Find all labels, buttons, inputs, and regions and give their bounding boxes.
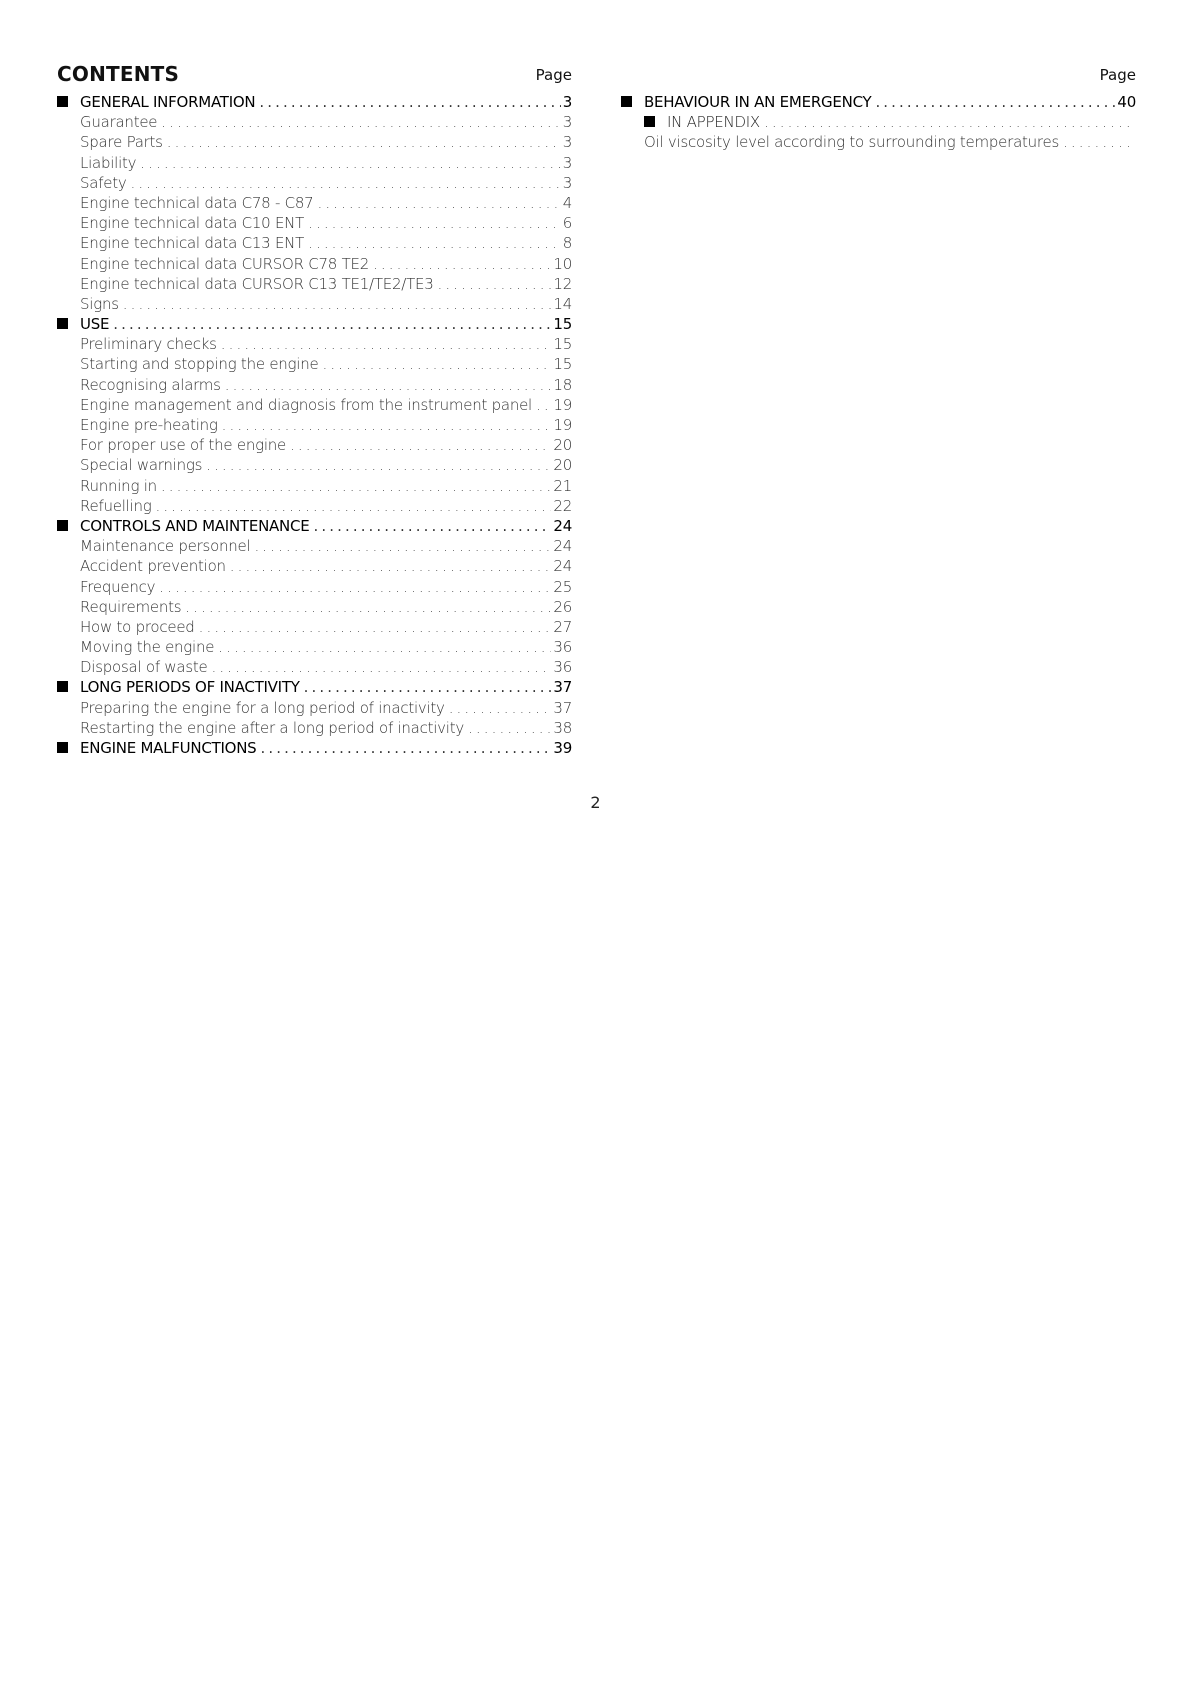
toc-entry bbox=[57, 173, 572, 193]
toc-entry-page: 37 bbox=[553, 698, 572, 717]
toc-entry-page: 20 bbox=[553, 456, 572, 475]
leader-dots bbox=[322, 354, 551, 374]
toc-entry-page: 36 bbox=[553, 638, 572, 657]
toc-entry bbox=[57, 294, 572, 314]
leader-dots bbox=[438, 274, 552, 294]
toc-entry-label: How to proceed bbox=[80, 617, 195, 636]
toc-entry-page: 22 bbox=[553, 496, 572, 515]
leader-dots bbox=[308, 233, 561, 253]
toc-entry bbox=[57, 617, 572, 637]
toc-entry bbox=[57, 153, 572, 173]
toc-header-right bbox=[621, 62, 1136, 92]
leader-dots bbox=[225, 375, 552, 395]
toc-section-entry bbox=[57, 314, 572, 334]
leader-dots bbox=[259, 92, 560, 112]
toc-entry-label: Engine technical data CURSOR C13 TE1/TE2/TE3 bbox=[80, 274, 434, 293]
toc-entry-page: 20 bbox=[553, 436, 572, 455]
leader-dots bbox=[254, 536, 551, 556]
leader-dots bbox=[212, 657, 552, 677]
toc-entry bbox=[57, 274, 572, 294]
toc-entry bbox=[57, 556, 572, 576]
leader-dots bbox=[130, 173, 560, 193]
toc-entry-page: 3 bbox=[562, 173, 572, 192]
toc-entry-label: GENERAL INFORMATION bbox=[80, 93, 256, 111]
toc-section-entry bbox=[57, 516, 572, 536]
toc-entry-page: 24 bbox=[553, 516, 572, 535]
toc-entry-label: CONTROLS AND MAINTENANCE bbox=[80, 516, 310, 535]
toc-entry-page: 38 bbox=[553, 718, 572, 737]
toc-list bbox=[57, 92, 572, 758]
toc-entry-page: 14 bbox=[553, 294, 572, 313]
leader-dots bbox=[123, 294, 552, 314]
toc-entry bbox=[57, 395, 572, 415]
toc-header bbox=[57, 62, 572, 92]
leader-dots bbox=[206, 455, 551, 475]
leader-dots bbox=[156, 496, 552, 516]
toc-entry bbox=[57, 536, 572, 556]
toc-entry-label: Accident prevention bbox=[80, 557, 226, 576]
leader-dots bbox=[113, 314, 551, 334]
leader-dots bbox=[317, 193, 560, 213]
toc-entry-label: ENGINE MALFUNCTIONS bbox=[80, 739, 257, 757]
leader-dots bbox=[449, 698, 552, 718]
leader-dots bbox=[260, 738, 551, 758]
toc-entry-page: 15 bbox=[553, 335, 572, 354]
toc-entry-label: Spare Parts bbox=[80, 133, 163, 152]
toc-entry bbox=[57, 334, 572, 354]
toc-entry-label: For proper use of the engine bbox=[80, 436, 286, 455]
toc-entry-label: Engine technical data C78 - C87 bbox=[80, 193, 314, 212]
toc-entry-page: 26 bbox=[553, 597, 572, 616]
square-bullet-icon bbox=[57, 742, 68, 753]
toc-entry-page: 3 bbox=[562, 113, 572, 132]
toc-entry-label: Guarantee bbox=[80, 113, 158, 132]
toc-entry-page: 6 bbox=[562, 214, 572, 233]
leader-dots bbox=[185, 597, 551, 617]
toc-section-entry bbox=[57, 738, 572, 758]
toc-entry-page: 37 bbox=[553, 678, 572, 697]
toc-entry-label: Starting and stopping the engine bbox=[80, 355, 319, 374]
leader-dots bbox=[536, 395, 551, 415]
leader-dots bbox=[468, 718, 551, 738]
square-bullet-icon bbox=[621, 96, 632, 107]
toc-section-entry bbox=[621, 112, 1136, 132]
leader-dots bbox=[140, 153, 560, 173]
toc-entry-page: 25 bbox=[553, 577, 572, 596]
toc-entry bbox=[57, 496, 572, 516]
toc-entry-page: 27 bbox=[553, 617, 572, 636]
toc-entry-label: USE bbox=[80, 315, 110, 334]
toc-entry-label: IN APPENDIX bbox=[667, 113, 760, 132]
toc-entry-page: 24 bbox=[553, 557, 572, 576]
page-number: 2 bbox=[590, 793, 601, 812]
leader-dots bbox=[308, 213, 561, 233]
leader-dots bbox=[222, 415, 552, 435]
toc-entry-page: 24 bbox=[553, 537, 572, 556]
toc-entry bbox=[57, 698, 572, 718]
toc-entry-page: 36 bbox=[553, 658, 572, 677]
toc-entry bbox=[57, 375, 572, 395]
toc-entry-label: Preliminary checks bbox=[80, 335, 217, 354]
square-bullet-icon bbox=[57, 520, 68, 531]
toc-entry-label: Engine management and diagnosis from the instrument panel bbox=[80, 395, 532, 414]
toc-right-column bbox=[621, 62, 1136, 153]
toc-entry-page: 21 bbox=[553, 476, 572, 495]
toc-entry-label: Oil viscosity level according to surrounding temperatures bbox=[644, 133, 1060, 152]
square-bullet-icon bbox=[57, 96, 68, 107]
toc-entry-label: LONG PERIODS OF INACTIVITY bbox=[80, 678, 300, 697]
toc-entry-page: 12 bbox=[553, 274, 572, 293]
toc-entry bbox=[57, 193, 572, 213]
toc-entry bbox=[57, 213, 572, 233]
square-bullet-icon bbox=[644, 116, 655, 127]
toc-entry bbox=[57, 476, 572, 496]
toc-entry-label: Engine pre-heating bbox=[80, 416, 218, 434]
leader-dots bbox=[161, 112, 560, 132]
leader-dots bbox=[290, 435, 551, 455]
toc-entry bbox=[57, 132, 572, 152]
toc-entry bbox=[621, 132, 1136, 152]
page-column-label: Page bbox=[535, 66, 572, 84]
square-bullet-icon bbox=[57, 318, 68, 329]
toc-entry-label: BEHAVIOUR IN AN EMERGENCY bbox=[644, 93, 872, 111]
leader-dots bbox=[199, 617, 552, 637]
toc-entry-label: Engine technical data C10 ENT bbox=[80, 214, 305, 233]
toc-entry bbox=[57, 435, 572, 455]
toc-list bbox=[621, 92, 1136, 153]
toc-entry-label: Liability bbox=[80, 153, 137, 172]
page-column-label: Page bbox=[1099, 66, 1136, 84]
toc-entry-label: Maintenance personnel bbox=[80, 537, 251, 556]
toc-entry-label: Engine technical data C13 ENT bbox=[80, 234, 305, 253]
toc-entry bbox=[57, 233, 572, 253]
toc-entry-page: 4 bbox=[562, 193, 572, 212]
leader-dots bbox=[875, 92, 1115, 112]
toc-entry-page: 18 bbox=[553, 375, 572, 394]
toc-entry bbox=[57, 597, 572, 617]
toc-entry-page: 39 bbox=[553, 739, 572, 757]
toc-entry-label: Preparing the engine for a long period of inactivity bbox=[80, 698, 445, 717]
toc-entry-page: 15 bbox=[553, 355, 572, 374]
toc-entry bbox=[57, 718, 572, 738]
toc-entry-label: Moving the engine bbox=[80, 638, 215, 657]
toc-section-entry bbox=[621, 92, 1136, 112]
toc-entry-page: 3 bbox=[562, 133, 572, 152]
toc-entry-label: Special warnings bbox=[80, 456, 203, 475]
toc-entry-label: Engine technical data CURSOR C78 TE2 bbox=[80, 254, 370, 273]
toc-entry-page: 40 bbox=[1117, 93, 1136, 111]
toc-entry bbox=[57, 415, 572, 435]
leader-dots bbox=[161, 476, 552, 496]
square-bullet-icon bbox=[57, 681, 68, 692]
leader-dots bbox=[167, 132, 561, 152]
leader-dots bbox=[159, 577, 551, 597]
toc-entry bbox=[57, 354, 572, 374]
toc-entry bbox=[57, 112, 572, 132]
toc-section-entry bbox=[57, 677, 572, 697]
toc-entry-page: 19 bbox=[553, 395, 572, 414]
toc-entry-page: 19 bbox=[553, 416, 572, 434]
toc-entry bbox=[57, 657, 572, 677]
toc-entry bbox=[57, 254, 572, 274]
toc-entry bbox=[57, 455, 572, 475]
leader-dots bbox=[313, 516, 551, 536]
leader-dots bbox=[304, 677, 552, 697]
toc-entry-label: Recognising alarms bbox=[80, 375, 221, 394]
toc-entry-page: 8 bbox=[562, 234, 572, 253]
toc-entry-page: 3 bbox=[562, 93, 572, 111]
toc-entry-label: Restarting the engine after a long period of inactivity bbox=[80, 718, 464, 737]
toc-entry bbox=[57, 577, 572, 597]
leader-dots bbox=[218, 637, 551, 657]
toc-entry-label: Running in bbox=[80, 476, 157, 495]
toc-entry-label: Requirements bbox=[80, 597, 182, 616]
leader-dots bbox=[230, 556, 552, 576]
toc-entry-label: Signs bbox=[80, 294, 119, 313]
toc-title: CONTENTS bbox=[57, 62, 180, 86]
toc-entry-label: Safety bbox=[80, 173, 127, 192]
toc-section-entry bbox=[57, 92, 572, 112]
toc-left-column bbox=[57, 62, 572, 758]
leader-dots bbox=[764, 112, 1134, 132]
toc-entry-label: Frequency bbox=[80, 577, 156, 596]
toc-entry bbox=[57, 637, 572, 657]
toc-entry-page: 3 bbox=[562, 153, 572, 172]
toc-entry-page: 15 bbox=[553, 315, 572, 334]
leader-dots bbox=[1063, 132, 1134, 152]
leader-dots bbox=[373, 254, 551, 274]
toc-entry-label: Refuelling bbox=[80, 496, 152, 515]
toc-entry-label: Disposal of waste bbox=[80, 658, 208, 677]
toc-entry-page: 10 bbox=[553, 254, 572, 273]
leader-dots bbox=[221, 334, 552, 354]
